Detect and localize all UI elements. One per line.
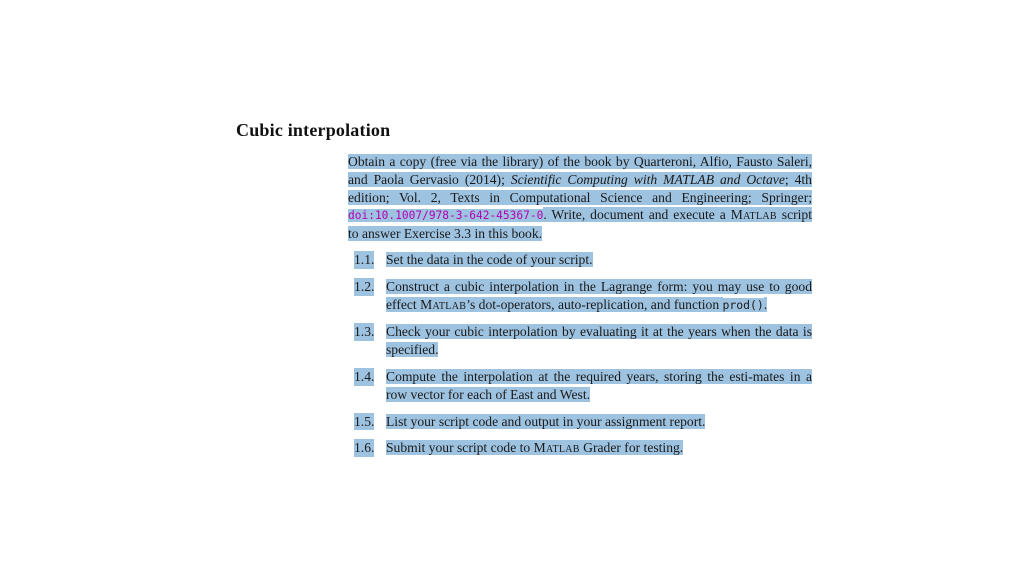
step-number: 1.2. [354, 278, 375, 294]
step-number: 1.6. [354, 440, 375, 456]
step-text-part-c: . [763, 296, 768, 312]
step-text: List your script code and output in your assignment report. [386, 413, 706, 429]
matlab-name: Matlab [533, 440, 580, 456]
step-item [348, 323, 812, 359]
step-number: 1.3. [354, 324, 375, 340]
matlab-name: Matlab [730, 207, 777, 223]
code-prod: prod() [722, 297, 764, 312]
intro-text-4: script to answer Exercise 3.3 in this book. [348, 207, 812, 242]
intro-paragraph [348, 153, 812, 243]
step-item [348, 368, 812, 404]
book-title: Scientific Computing with MATLAB and Octave [510, 171, 785, 187]
step-text: Compute the interpolation at the required years, storing the esti-mates in a row vector for each of East and West. [386, 368, 812, 402]
intro-text-1: Obtain a copy (free via the library) of the book by Quarteroni, Alfio, Fausto Saleri, and Paola Gervasio (2014); [348, 154, 812, 187]
step-number: 1.5. [354, 413, 375, 429]
steps-list [348, 251, 812, 457]
step-text-part-b: ’s dot-operators, auto-replication, and function [466, 296, 720, 312]
step-number: 1.4. [354, 368, 375, 384]
section-heading: Cubic interpolation [236, 120, 391, 140]
step-item [348, 278, 812, 315]
step-text: Set the data in the code of your script. [386, 251, 593, 267]
intro-text-2: ; 4th edition; Vol. 2, Texts in Computational Science and Engineering; Springer; [348, 171, 812, 205]
step-text-part-b: Grader for testing. [583, 440, 684, 456]
step-item [348, 413, 812, 431]
step-text: Check your cubic interpolation by evaluating it at the years when the data is specified. [386, 324, 812, 358]
step-item [348, 439, 812, 457]
doi-link[interactable]: doi:10.1007/978-3-642-45367-0 [348, 209, 544, 223]
exercise-body [348, 153, 812, 466]
step-text-part-a: Submit your script code to [386, 440, 531, 456]
step-number: 1.1. [354, 251, 375, 267]
step-item [348, 251, 812, 269]
matlab-name: Matlab [420, 296, 467, 312]
step-text-part-a: Construct a cubic interpolation in the Lagrange form: you may use to good effect [386, 278, 812, 312]
intro-text-3: . Write, document and execute a [543, 207, 726, 223]
